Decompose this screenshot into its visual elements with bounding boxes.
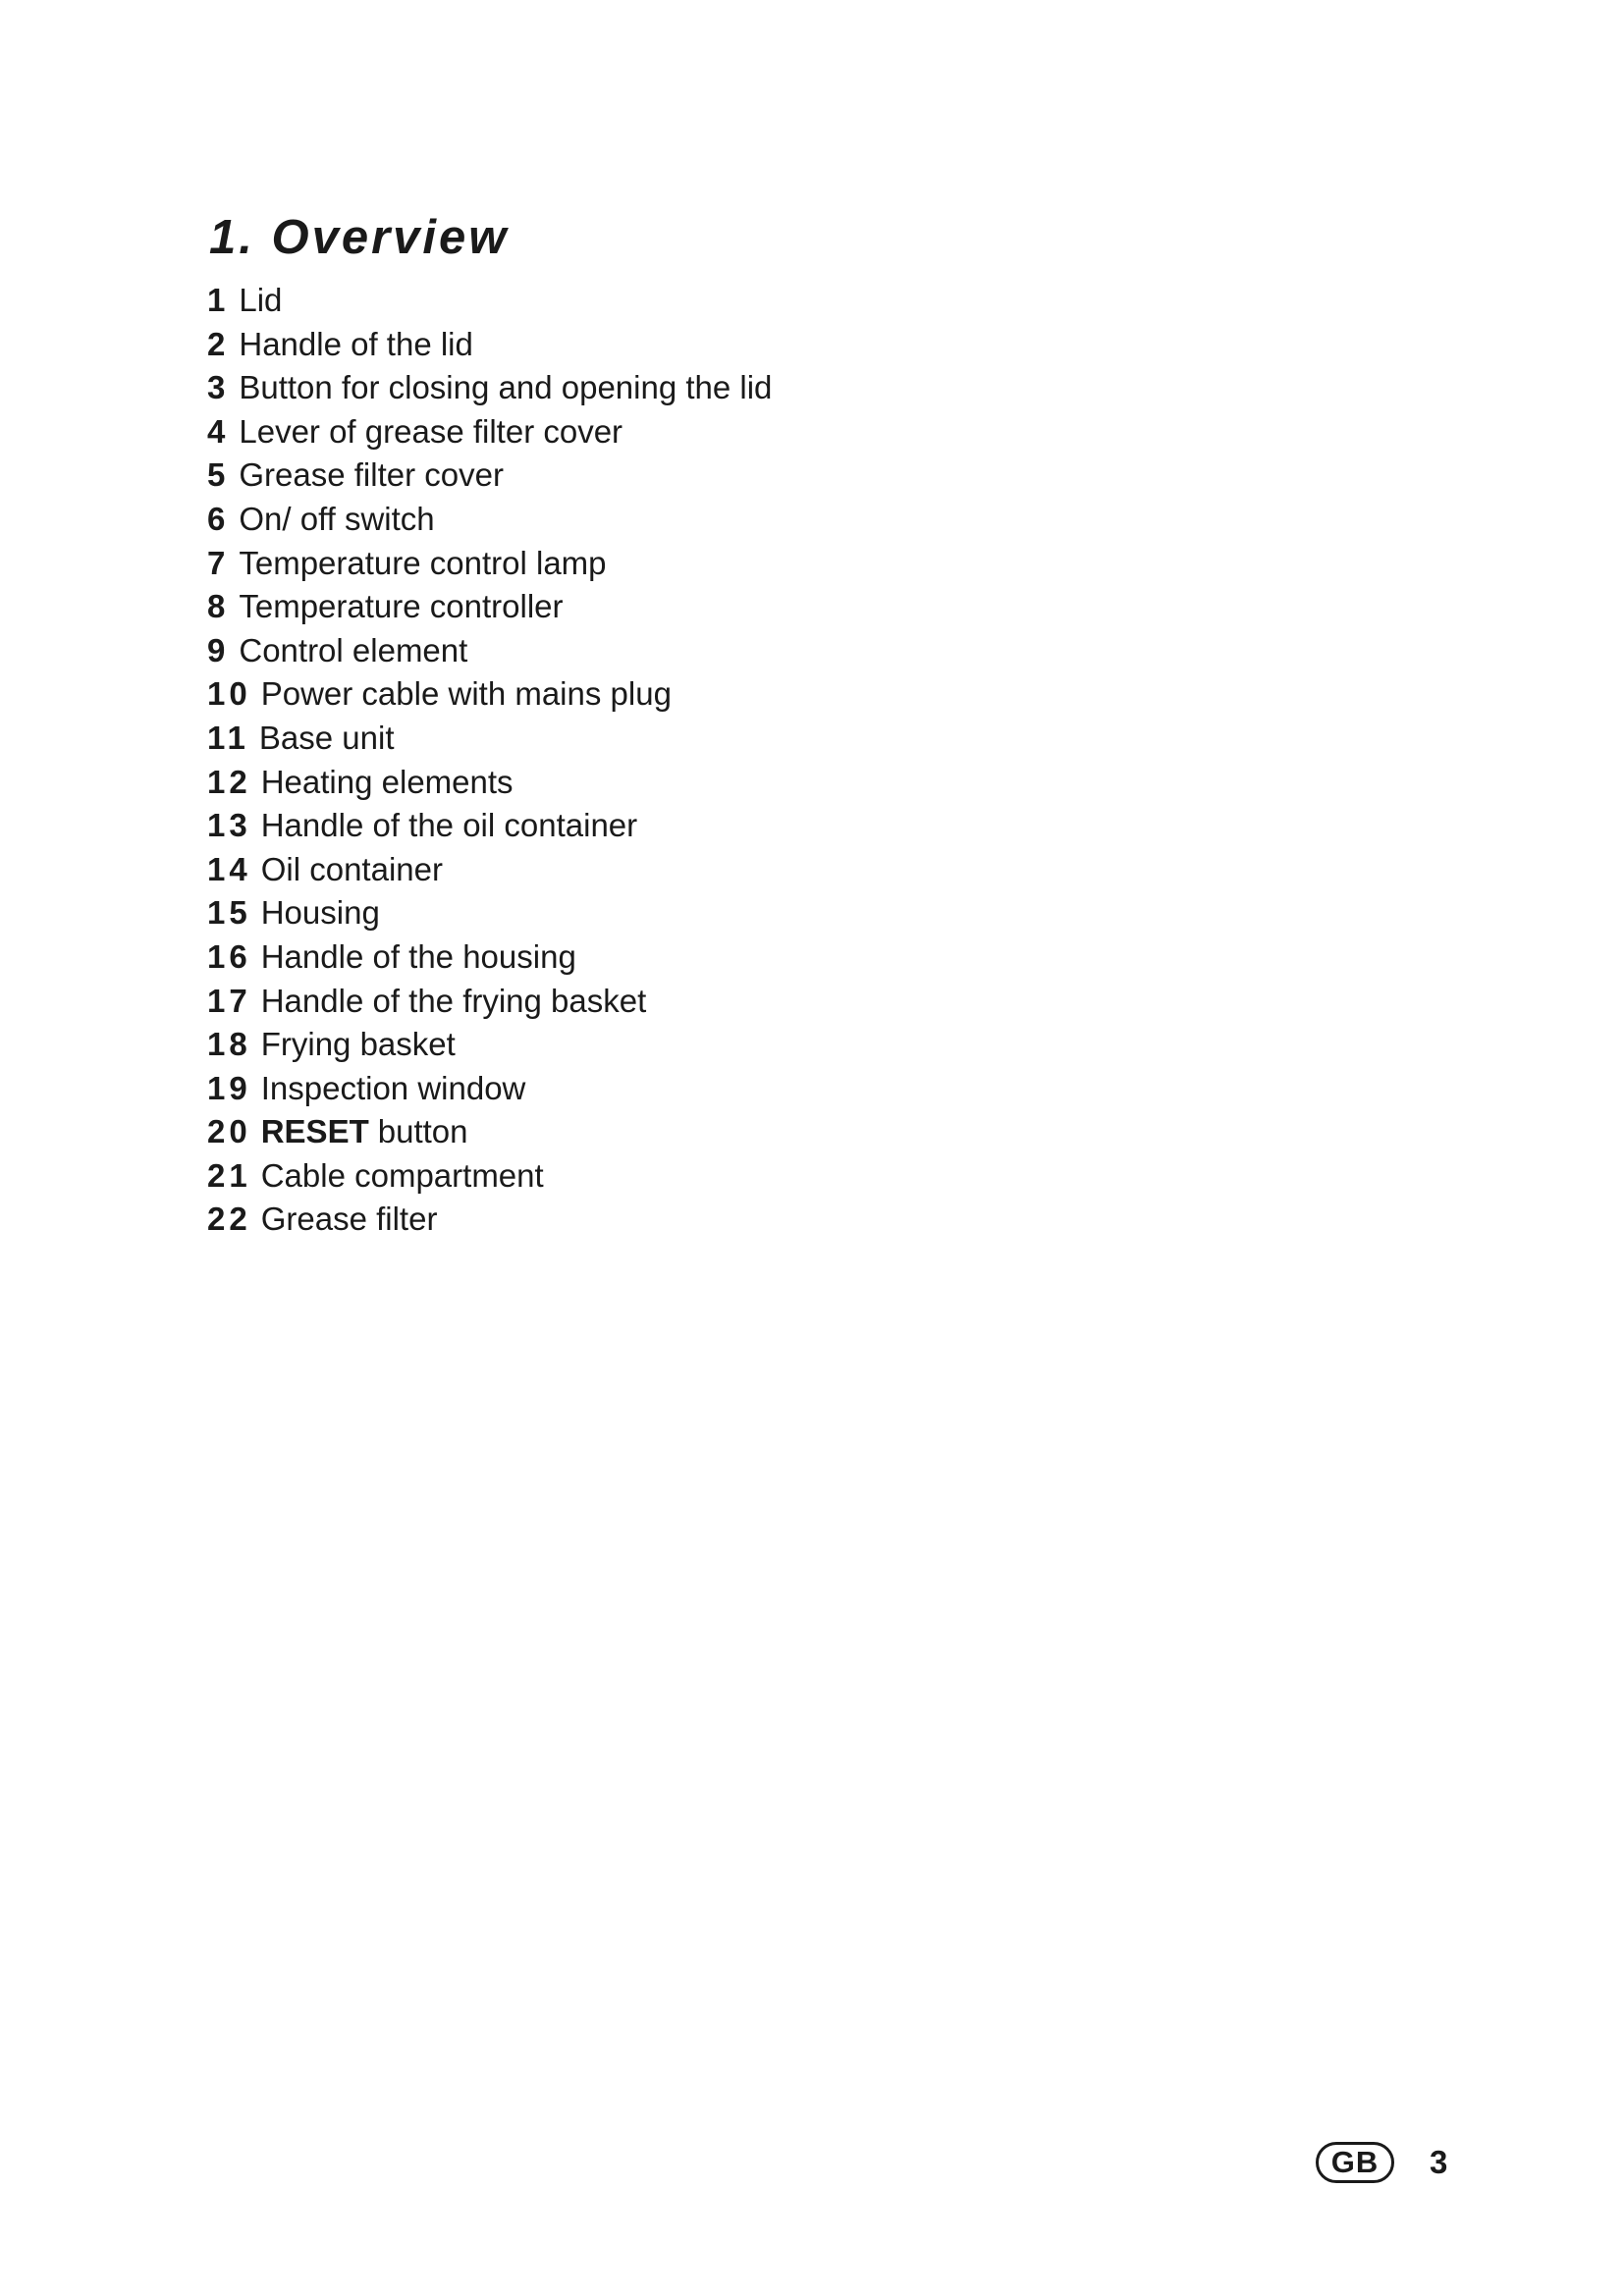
list-item [207,980,772,1024]
part-number: 2 [207,325,230,362]
part-label: Grease filter [260,1201,438,1238]
part-number: 10 [207,675,251,713]
part-label: Base unit [258,719,395,756]
part-label: Oil container [260,850,443,887]
part-label: Handle of the lid [239,325,473,362]
part-number: 6 [207,500,230,537]
part-label: Housing [260,894,380,932]
part-number: 21 [207,1156,251,1194]
part-label: Grease filter cover [239,456,504,494]
list-item [207,1154,772,1199]
part-label: Control element [239,631,468,668]
part-label: Handle of the oil container [260,807,638,844]
list-item [207,323,772,367]
part-label: Lid [239,282,283,318]
part-number: 13 [207,807,251,844]
part-number: 22 [207,1201,251,1238]
part-number: 9 [207,631,230,668]
list-item [207,672,772,717]
part-number: 8 [207,588,230,625]
list-item [207,891,772,935]
page-number: 3 [1430,2144,1448,2180]
part-number: 1 [207,282,230,318]
part-label: Power cable with mains plug [260,675,672,713]
part-number: 20 [207,1113,251,1150]
list-item [207,761,772,805]
part-number: 11 [207,719,249,756]
part-label: Frying basket [260,1026,456,1063]
list-item [207,848,772,892]
part-number: 16 [207,937,251,975]
part-label: Handle of the housing [260,937,576,975]
part-number: 14 [207,850,251,887]
part-number: 5 [207,456,230,494]
part-label: Temperature controller [239,588,564,625]
list-item [207,542,772,586]
part-number: 4 [207,412,230,450]
country-code-badge: GB [1316,2142,1394,2183]
part-number: 3 [207,369,230,406]
part-label: Button for closing and opening the lid [239,369,773,406]
part-label: Handle of the frying basket [260,982,647,1019]
part-label: Cable compartment [260,1156,544,1194]
list-item [207,804,772,848]
part-number: 17 [207,982,251,1019]
list-item [207,454,772,498]
list-item [207,629,772,673]
list-item [207,935,772,980]
part-number: 18 [207,1026,251,1063]
page-footer [1316,2142,1447,2183]
list-item [207,717,772,761]
list-item [207,585,772,629]
part-number: 15 [207,894,251,932]
list-item [207,498,772,542]
part-label: Lever of grease filter cover [239,412,623,450]
part-number: 12 [207,763,251,800]
list-item [207,1198,772,1242]
section-title: 1. Overview [209,211,510,264]
part-number: 19 [207,1069,251,1106]
list-item [207,1110,772,1154]
part-label: On/ off switch [239,500,435,537]
part-label: Heating elements [260,763,514,800]
list-item [207,1023,772,1067]
part-number: 7 [207,544,230,581]
list-item [207,366,772,410]
part-label-emphasis: RESET [260,1113,369,1150]
parts-list [207,279,772,1242]
part-label: Inspection window [260,1069,526,1106]
part-label: Temperature control lamp [239,544,607,581]
list-item [207,410,772,454]
list-item [207,1067,772,1111]
list-item [207,279,772,323]
part-label: button [377,1113,468,1150]
